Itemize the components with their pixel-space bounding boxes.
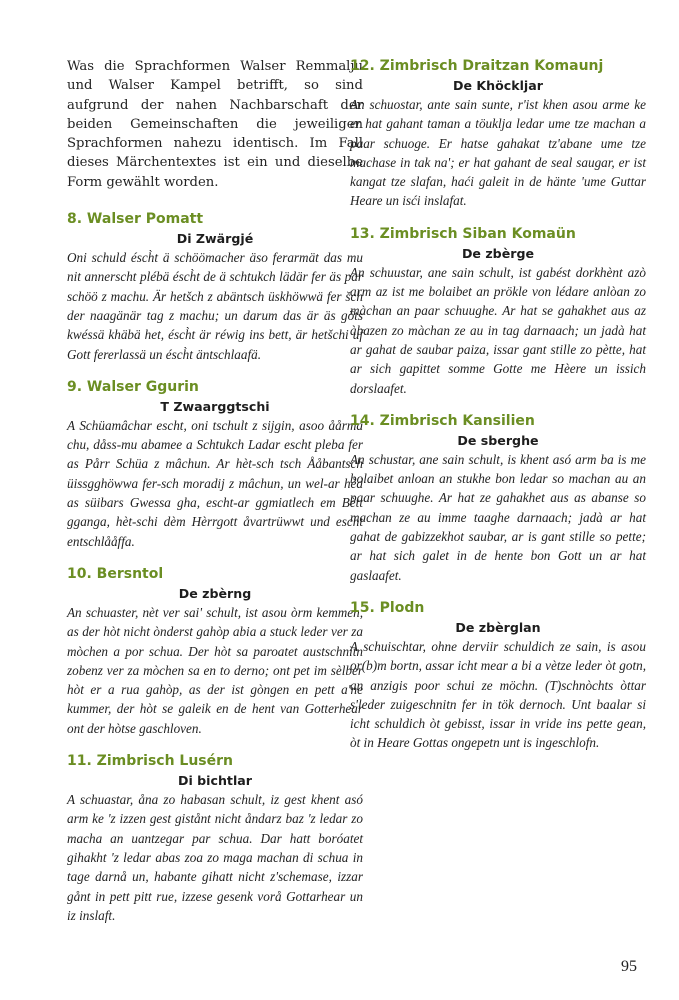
section-heading: 10. Bersntol — [67, 565, 164, 582]
section-text: An schuostar, ante sain sunte, r'ist khen asou arme ke er hat gahant taman a töuklja ledar ume tze machan a paar schuoge. Er hatse gahakat tz'abane ume tze machase in tak na'; er hat gahant de seal saugar, er ist kangat tze slafan, haći galeit in de hänte 'ume Guttar Heare un isći inslafat. — [350, 97, 646, 209]
section-zimbrisch-kansilien — [350, 412, 646, 585]
section-subtitle: T Zwaarggtschi — [160, 398, 270, 414]
section-heading: 11. Zimbrisch Lusérn — [67, 753, 233, 770]
section-text: A schuischtar, ohne derviir schuldich ze sain, is asou or(b)m bortn, assar icht mear a bi a vètze leder òt gotn, an anzigis poor schui ze möchn. (T)schnòchts òttar s'leder zuigeschnitn fer in tök dernoch. Unt baalar si icht schuldich òt gebisst, issar in vride ins pette gean, òt in Heare Gottas ongepetn unt is ingeschlofn. — [350, 638, 646, 751]
section-heading: 15. Plodn — [350, 599, 425, 616]
section-subtitle: De Khöckljar — [453, 78, 543, 93]
section-subtitle: De sberghe — [457, 432, 539, 448]
section-subtitle: De zbèrglan — [455, 619, 541, 635]
left-column — [67, 57, 363, 939]
section-walser-ggurin — [67, 378, 363, 551]
section-text: An schuaster, nèt ver sai' schult, ist asou òrm kemmen, as der hòt nicht ònderst gahòp abia a stuck leder ver za mòchen a por schua. Der hòt sa paroatet austschnìtn zobenz ver za mòchen sa en to derno; ont pet im sèlber hòt er a rua gahòp, as der ist gòngen en pett a'ne kummer, der hòt se galeik en de hent van Gotterhear ont der hòtse gaschloven. — [67, 604, 363, 736]
section-text: Oni schuld ésch̀t ä schöömacher äso ferarmät das mu nit annerscht plébä ésch̀t de ä schtukch lädär fer äs par schöö z machu. Är hetšch z abäntsch üskhöwwä fer šch der naagänär tag z machu; un darum das är äs göts kwéssä khäbä het, ésch̀t är réwig ins bett, är hetšchi uf Gott fererlassä un ésch̀t äntschlaafä. — [67, 250, 363, 362]
section-heading: 13. Zimbrisch Siban Komaün — [350, 225, 576, 242]
section-heading: 12. Zimbrisch Draitzan Komaunj — [350, 58, 604, 74]
section-zimbrisch-draitzan-komaunj — [350, 57, 646, 211]
section-text: An schustar, ane sain schult, is khent asó arm ba is me bolaibet anloan an stukhe bon ledar so machan au an paar schuughe. Ar hat ze gahakhet aus as abanse so machan ze au imme taaghe darnaach; jadà ar hat gahat de gabizzekhot saubar, ar is gant stille so pette; ar hat sich galet in de hente bon Gott un ar hat gaslaafet. — [350, 451, 646, 583]
right-column — [350, 57, 646, 767]
section-subtitle: Di bichtlar — [178, 773, 252, 789]
section-zimbrisch-lusern — [67, 752, 363, 925]
section-text: A schuastar, åna zo habasan schult, iz gest khent asó arm ke 'z izzen gest gistånt nicht åndarz baz 'z ledar zo macha an uantzegar par schua. Dar hatt boróatet gihakht 'z ledar abas zoa zo maga machan di schua in tage darnå un, habante gihatt nicht z'schemase, izzar gånt in pett pitt rue, izzese gesenk vorå Gottarhear un iz inslaft. — [67, 792, 363, 923]
section-bersntol — [67, 565, 363, 738]
section-subtitle: De zbèrge — [461, 245, 535, 261]
section-subtitle: De zbèrng — [178, 585, 252, 601]
section-walser-pomatt — [67, 210, 363, 364]
section-subtitle: Di Zwärgjé — [176, 231, 254, 247]
section-plodn — [350, 599, 646, 753]
section-heading: 14. Zimbrisch Kansilien — [350, 412, 535, 429]
section-heading: 8. Walser Pomatt — [67, 211, 204, 228]
section-text: An schuustar, ane sain schult, ist gabést dorkhènt azò arm az ist me bolaibet an prökle von lédare anlòan zo màchan an paar schuughe. Ar hat se gahakhet aus az àbazen zo màchan ze au in tag darnaach; un jadà hat ar gahat de saubar paiza, issar gant stille zo pètte, hat ar sich gapittet somme Gotte me Hèere un issich dorslaafet. — [350, 264, 646, 396]
intro-paragraph: Was die Sprachformen Walser Remmalju und Walser Kampel betrifft, so sind aufgrund der nahen Nachbarschaft der beiden Gemeinschaften die jeweiligen Sprachformen nahezu identisch. Im Fall dieses Märchentextes ist ein und dieselbe Form gewählt worden. — [67, 59, 363, 190]
page-number: 95 — [621, 958, 637, 975]
section-heading: 9. Walser Ggurin — [67, 378, 199, 395]
section-zimbrisch-siban-komaun — [350, 225, 646, 398]
section-text: A Schüamâchar escht, oni tschult z sijgin, asoo åårma chu, dåss-mu abamee a Schtukch Ladar escht pleba fer as Pårr Schüa z mâchun. Ar hèt-sch tsch Ååbantsch üissgghöwwa fer-sch moradij z mâchun, un wel-ar hèd as süibars Gwessa gha, escht-ar ggmiatlech em Bètt gganga, hèt-schi dèm Hèrrgott åvartrüwwt und escht entschlååffa. — [67, 417, 363, 549]
